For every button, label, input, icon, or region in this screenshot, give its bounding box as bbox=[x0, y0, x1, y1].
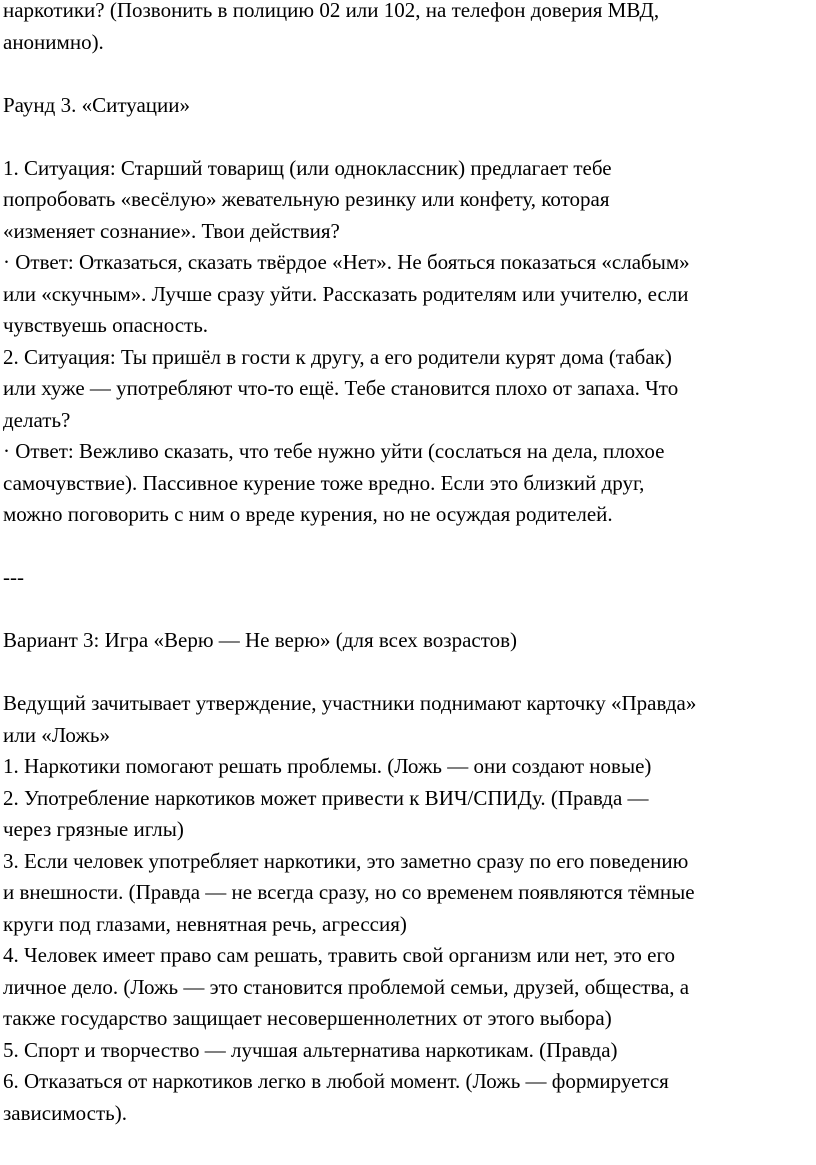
text-line: наркотики? (Позвонить в полицию 02 или 102, на телефон доверия МВД, bbox=[3, 0, 660, 22]
statement-line: также государство защищает несовершеннолетних от этого выбора) bbox=[3, 1006, 612, 1030]
variant3-intro bbox=[3, 688, 813, 751]
text-line: делать? bbox=[3, 407, 71, 432]
situation-1 bbox=[3, 153, 813, 342]
answer-line: самочувствие). Пассивное курение тоже вредно. Если это близкий друг, bbox=[3, 470, 645, 495]
text-line: 1. Ситуация: Старший товарищ (или одноклассник) предлагает тебе bbox=[3, 155, 612, 180]
blank-line bbox=[3, 531, 813, 563]
situation-2 bbox=[3, 342, 813, 531]
statement-line: 6. Отказаться от наркотиков легко в любой момент. (Ложь — формируется bbox=[3, 1069, 669, 1093]
blank-line bbox=[3, 121, 813, 153]
answer-line: можно поговорить с ним о вреде курения, но не осуждая родителей. bbox=[3, 502, 613, 526]
statement-line: и внешности. (Правда — не всегда сразу, но со временем появляются тёмные bbox=[3, 880, 695, 904]
intro-paragraph bbox=[3, 0, 813, 58]
statement-line: 1. Наркотики помогают решать проблемы. (Ложь — они создают новые) bbox=[3, 754, 652, 778]
statement-line: 3. Если человек употребляет наркотики, это заметно сразу по его поведению bbox=[3, 848, 689, 873]
text-line: «изменяет сознание». Твои действия? bbox=[3, 218, 340, 243]
answer-line: · Ответ: Отказаться, сказать твёрдое «Нет». Не бояться показаться «слабым» bbox=[3, 250, 690, 274]
answer-line: · Ответ: Вежливо сказать, что тебе нужно уйти (сослаться на дела, плохое bbox=[3, 439, 665, 463]
statement-line: 2. Употребление наркотиков может привести к ВИЧ/СПИДу. (Правда — bbox=[3, 785, 649, 810]
statement-line: круги под глазами, невнятная речь, агрессия) bbox=[3, 911, 407, 936]
statement-line: личное дело. (Ложь — это становится проблемой семьи, друзей, общества, а bbox=[3, 974, 690, 999]
answer-line: или «скучным». Лучше сразу уйти. Рассказать родителям или учителю, если bbox=[3, 281, 689, 306]
statement-list bbox=[3, 751, 813, 1129]
text-line: 2. Ситуация: Ты пришёл в гости к другу, а его родители курят дома (табак) bbox=[3, 344, 672, 369]
round3-heading: Раунд 3. «Ситуации» bbox=[3, 92, 191, 117]
text-line: Ведущий зачитывает утверждение, участники поднимают карточку «Правда» bbox=[3, 691, 697, 715]
blank-line bbox=[3, 594, 813, 626]
blank-line bbox=[3, 657, 813, 689]
statement-line: через грязные иглы) bbox=[3, 817, 184, 841]
separator: --- bbox=[3, 565, 24, 589]
answer-line: чувствуешь опасность. bbox=[3, 313, 209, 337]
variant3-heading: Вариант 3: Игра «Верю — Не верю» (для всех возрастов) bbox=[3, 628, 518, 652]
text-line: или «Ложь» bbox=[3, 722, 110, 747]
text-line: или хуже — употребляют что-то ещё. Тебе становится плохо от запаха. Что bbox=[3, 376, 679, 400]
statement-line: 5. Спорт и творчество — лучшая альтернатива наркотикам. (Правда) bbox=[3, 1037, 618, 1062]
text-line: попробовать «весёлую» жевательную резинку или конфету, которая bbox=[3, 187, 610, 211]
text-line: анонимно). bbox=[3, 29, 104, 54]
statement-line: зависимость). bbox=[3, 1100, 127, 1125]
statement-line: 4. Человек имеет право сам решать, травить свой организм или нет, это его bbox=[3, 943, 676, 967]
blank-line bbox=[3, 58, 813, 90]
